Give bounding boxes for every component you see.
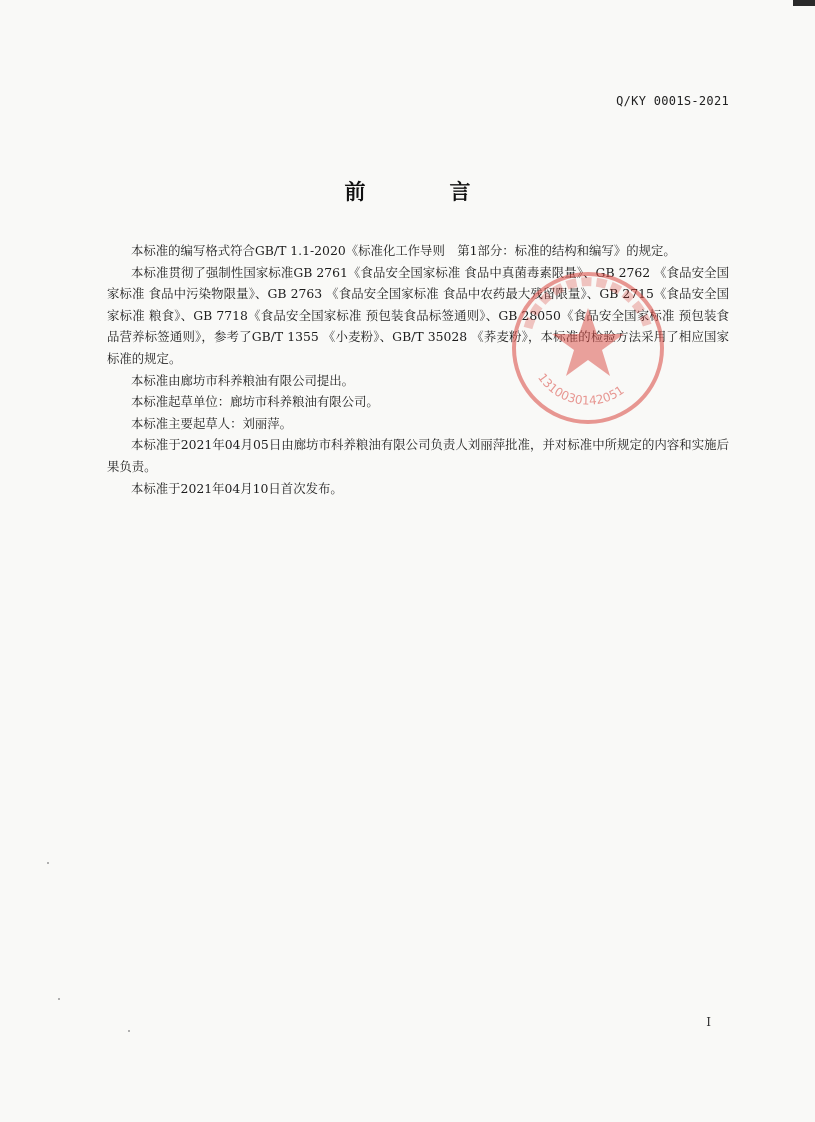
standard-code: Q/KY 0001S-2021 [616, 94, 729, 108]
paragraph: 本标准的编写格式符合GB/T 1.1-2020《标准化工作导则 第1部分：标准的结构和编写》的规定。 [131, 243, 676, 258]
title-char-2: 言 [449, 180, 471, 204]
seal-number: 1310030142051 [535, 370, 627, 408]
scan-speck [47, 862, 49, 864]
company-seal-stamp [508, 268, 668, 428]
page-number: I [706, 1015, 711, 1029]
seal-star-icon [552, 308, 624, 376]
paragraph: 本标准于2021年04月05日由廊坊市科养粮油有限公司负责人刘丽萍批准，并对标准中所规定的内容和实施后果负责。 [107, 437, 729, 474]
paragraph: 本标准于2021年04月10日首次发布。 [131, 480, 343, 496]
paragraph: 本标准贯彻了强制性国家标准GB 2761《食品安全国家标准 食品中真菌毒素限量》、GB 2762 《食品安全国家标准 食品中污染物限量》、GB 2763 《食品安全国家标准 食品中农药最大残留限量》、GB 2715《食品安全国家标准 粮食》、GB 7718《食品安全国家标准 预包装食品标签通则》、GB 28050《食品安全国家标准 预包装食品营养标签通则》，参考了GB/T 1355 《小麦粉》、GB/T 35028 《荞麦粉》，本标准的检验方法采用了相应国家标准的规定。 [107, 264, 729, 366]
page-title [0, 176, 815, 206]
paragraph: 本标准主要起草人：刘丽萍。 [131, 415, 293, 431]
scan-corner-mark [793, 0, 815, 6]
title-char-1: 前 [344, 180, 366, 204]
scan-speck [58, 998, 60, 1000]
paragraph: 本标准起草单位：廊坊市科养粮油有限公司。 [131, 394, 379, 410]
paragraph: 本标准由廊坊市科养粮油有限公司提出。 [131, 372, 355, 388]
scan-speck [128, 1030, 130, 1032]
